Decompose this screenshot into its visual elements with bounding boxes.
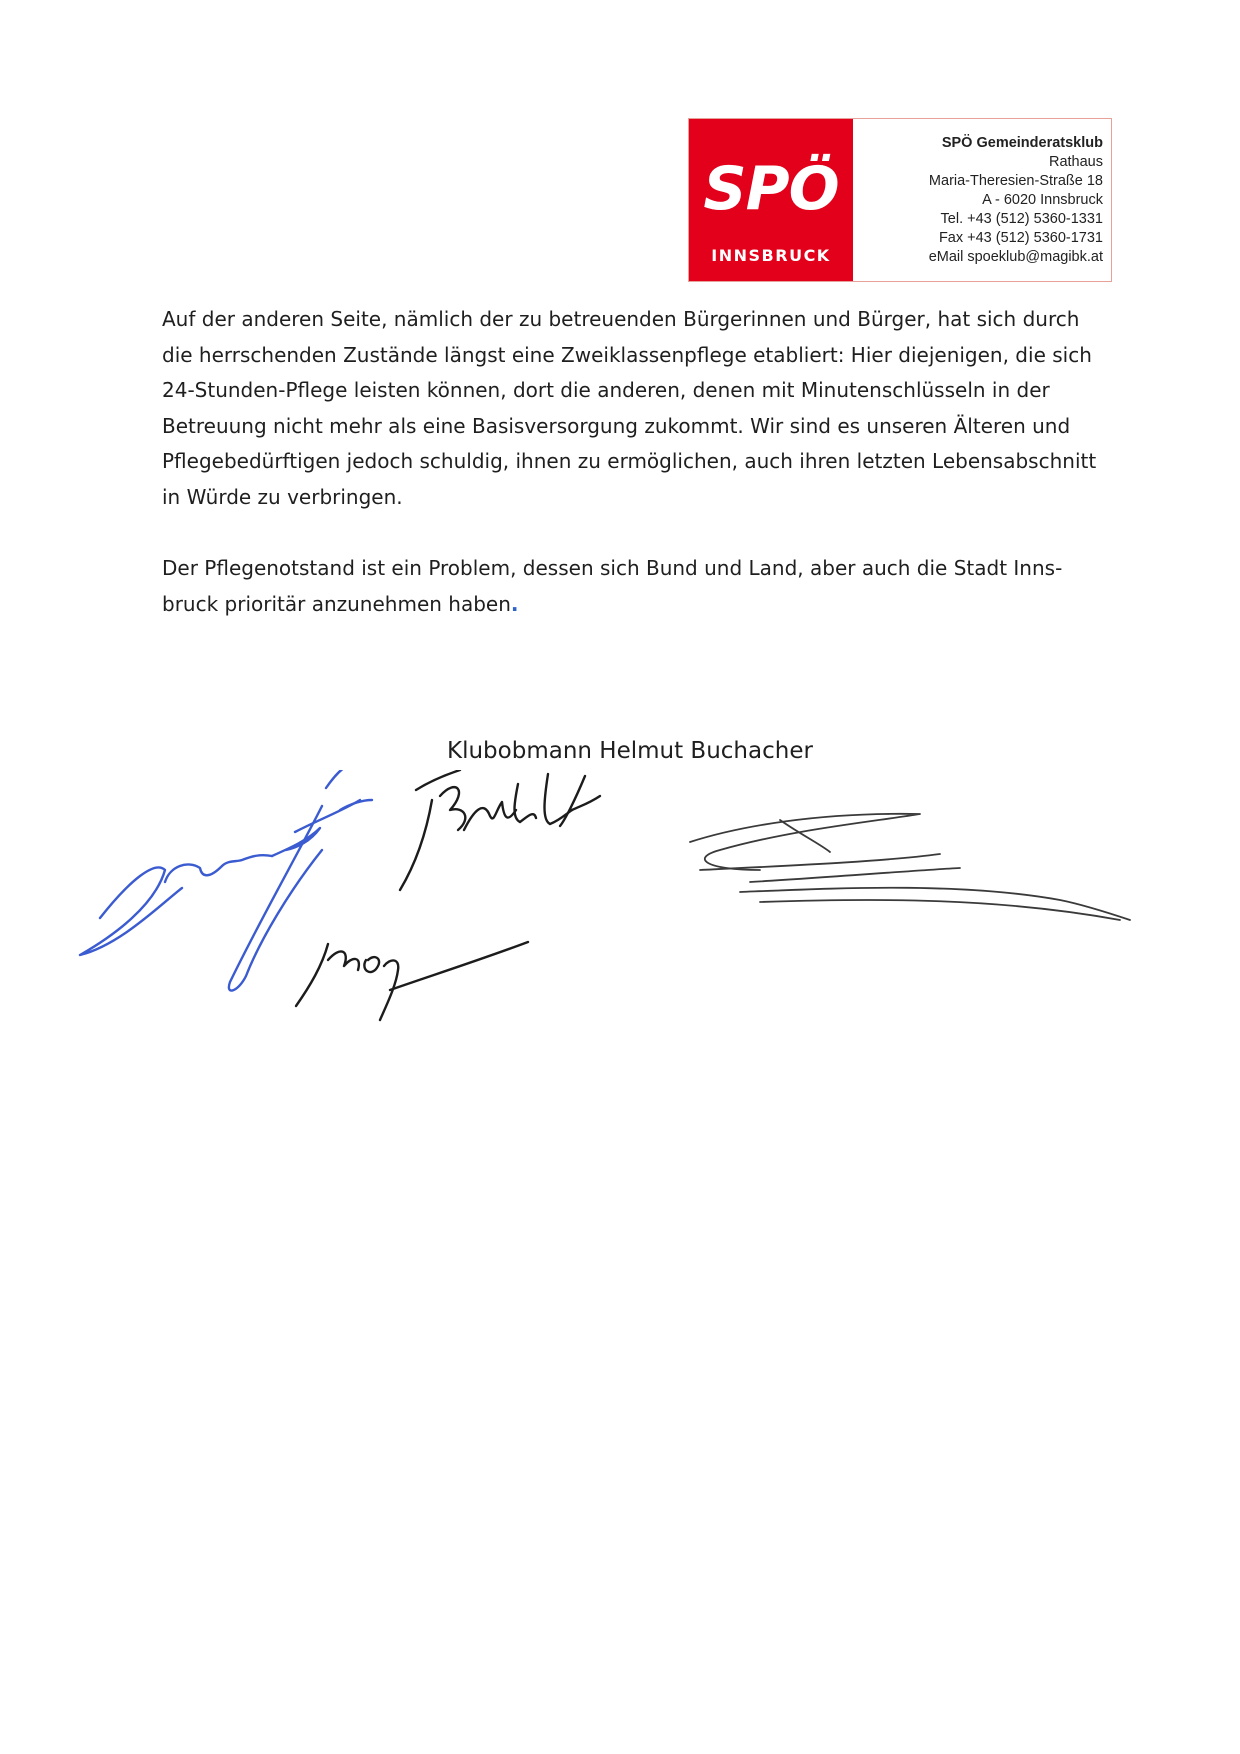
logo-wordmark: SPÖ — [703, 154, 839, 224]
paragraph-1-line: Auf der anderen Seite, nämlich der zu betreuenden Bürgerinnen und Bürger, hat sich durch — [162, 307, 1080, 331]
club-name: SPÖ Gemeinderatsklub — [941, 135, 1103, 151]
logo-city: INNSBRUCK — [711, 246, 831, 265]
signatures — [60, 770, 1160, 1050]
signature-sweeping — [690, 814, 1130, 920]
paragraph-2-line: bruck prioritär anzunehmen haben — [162, 591, 511, 616]
signature-short — [296, 942, 528, 1020]
spoe-logo — [689, 119, 853, 281]
paragraph-1-line: Pflegebedürftigen jedoch schuldig, ihnen zu ermöglichen, auch ihren letzten Lebensabschnitt — [162, 449, 1097, 473]
paragraph-2-line: Der Pflegenotstand ist ein Problem, dessen sich Bund und Land, aber auch die Stadt Inns- — [162, 556, 1063, 580]
paragraph-1-line: in Würde zu verbringen. — [162, 484, 403, 509]
address-city: A - 6020 Innsbruck — [982, 192, 1103, 208]
paragraph-1 — [162, 302, 1102, 515]
paragraph-1-line: Betreuung nicht mehr als eine Basisversorgung zukommt. Wir sind es unseren Älteren und — [162, 413, 1071, 438]
paragraph-1-line: die herrschenden Zustände längst eine Zweiklassenpflege etabliert: Hier diejenigen, die sich — [162, 342, 1092, 367]
address-street: Maria-Theresien-Straße 18 — [928, 173, 1103, 189]
letter-body — [162, 302, 1102, 622]
letterhead — [688, 118, 1112, 282]
address-phone: Tel. +43 (512) 5360-1331 — [940, 211, 1103, 227]
address-block — [853, 119, 1111, 281]
address-email: eMail spoeklub@magibk.at — [928, 249, 1103, 265]
address-building: Rathaus — [1048, 154, 1103, 170]
address-fax: Fax +43 (512) 5360-1731 — [938, 230, 1103, 246]
signer-name: Klubobmann Helmut Buchacher — [447, 738, 813, 764]
paragraph-2 — [162, 551, 1102, 622]
closing-period: . — [510, 591, 519, 616]
signature-buchacher — [400, 770, 600, 890]
paragraph-1-line: 24-Stunden-Pflege leisten können, dort die anderen, denen mit Minutenschlüsseln in der — [162, 378, 1050, 402]
signature-blue — [80, 770, 372, 991]
